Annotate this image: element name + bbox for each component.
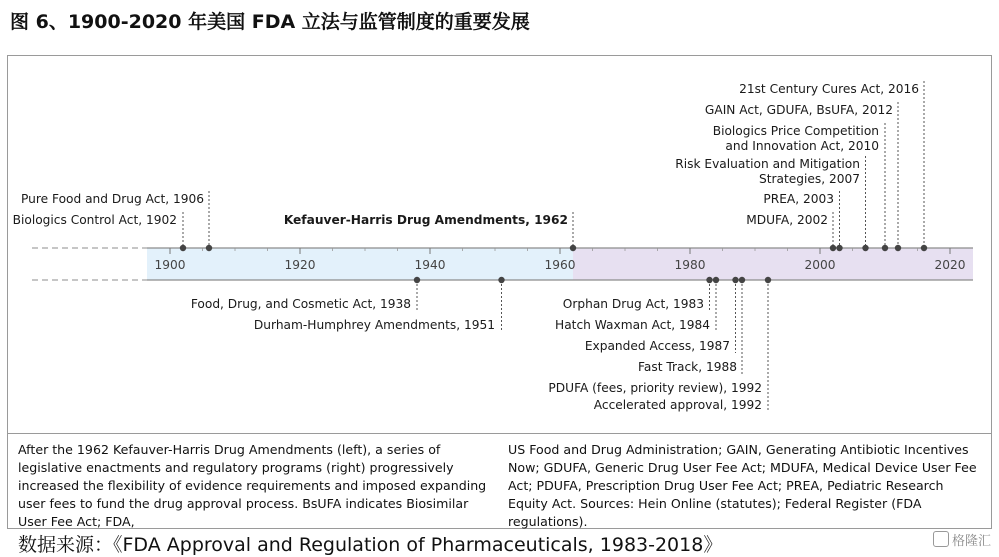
event-dot-below xyxy=(765,277,771,283)
data-source: 数据来源：《FDA Approval and Regulation of Pharmaceuticals, 1983-2018》 xyxy=(18,534,723,556)
event-dot-above xyxy=(862,245,868,251)
era-band-after xyxy=(573,248,973,280)
event-label-above: GAIN Act, GDUFA, BsUFA, 2012 xyxy=(704,103,893,117)
caption-left xyxy=(18,441,488,531)
figure-title: 图 6、1900-2020 年美国 FDA 立法与监管制度的重要发展 xyxy=(10,11,530,33)
brand-watermark xyxy=(933,530,991,549)
event-label-below: Hatch Waxman Act, 1984 xyxy=(555,318,710,332)
event-dot-above xyxy=(921,245,927,251)
event-label-above: Biologics Control Act, 1902 xyxy=(12,213,177,227)
event-label-below: PDUFA (fees, priority review), 1992 xyxy=(548,381,762,395)
brand-name: 格隆汇 xyxy=(951,534,991,549)
event-label-above: Kefauver-Harris Drug Amendments, 1962 xyxy=(283,213,568,227)
event-label-above: Strategies, 2007 xyxy=(758,172,860,186)
event-dot-below xyxy=(498,277,504,283)
event-label-below: Orphan Drug Act, 1983 xyxy=(562,297,704,311)
event-label-above: 21st Century Cures Act, 2016 xyxy=(739,82,919,96)
event-label-below: Durham-Humphrey Amendments, 1951 xyxy=(253,318,495,332)
event-label-above: Biologics Price Competition xyxy=(712,124,879,138)
era-band-before xyxy=(147,248,576,280)
event-dot-above xyxy=(830,245,836,251)
event-dot-below xyxy=(732,277,738,283)
axis-year-label: 1940 xyxy=(414,258,446,272)
caption-left-text: After the 1962 Kefauver-Harris Drug Amendments (left), a series of legislative enactments and regulatory programs (right) progressively increased the flexibility of evidence requirements and imposed expanding user fees to fund the drug approval process. BsUFA indicates Biosimilar User Fee Act; FDA, xyxy=(18,442,487,529)
event-dot-below xyxy=(713,277,719,283)
brand-logo-icon xyxy=(933,531,949,547)
event-dot-above xyxy=(882,245,888,251)
event-dot-above xyxy=(206,245,212,251)
axis-year-label: 1920 xyxy=(284,258,316,272)
event-dot-above xyxy=(895,245,901,251)
caption-right-text: US Food and Drug Administration; GAIN, Generating Antibiotic Incentives Now; GDUFA, Generic Drug User Fee Act; MDUFA, Medical Device User Fee Act; PDUFA, Prescription Drug User Fee Act; PREA, Pediatric Research Equity Act. Sources: Hein Online (statutes); Federal Register (FDA regulations). xyxy=(508,442,977,529)
event-dot-below xyxy=(739,277,745,283)
event-dot-above xyxy=(836,245,842,251)
axis-year-label: 2020 xyxy=(934,258,966,272)
event-label-below: Fast Track, 1988 xyxy=(637,360,737,374)
event-label-below: Expanded Access, 1987 xyxy=(584,339,730,353)
event-dot-below xyxy=(414,277,420,283)
event-label-below: Food, Drug, and Cosmetic Act, 1938 xyxy=(190,297,411,311)
event-label-above: PREA, 2003 xyxy=(763,192,834,206)
event-label-above: Pure Food and Drug Act, 1906 xyxy=(21,192,204,206)
caption-right xyxy=(508,441,986,531)
axis-year-label: 1960 xyxy=(544,258,576,272)
event-dot-above xyxy=(570,245,576,251)
event-dot-below xyxy=(706,277,712,283)
caption-divider xyxy=(7,433,992,434)
axis-year-label: 2000 xyxy=(804,258,836,272)
event-label-above: and Innovation Act, 2010 xyxy=(725,139,879,153)
event-dot-above xyxy=(180,245,186,251)
event-label-above: Risk Evaluation and Mitigation xyxy=(675,157,860,171)
axis-year-label: 1900 xyxy=(154,258,186,272)
axis-year-label: 1980 xyxy=(674,258,706,272)
event-label-below: Accelerated approval, 1992 xyxy=(593,398,762,412)
event-label-above: MDUFA, 2002 xyxy=(746,213,828,227)
